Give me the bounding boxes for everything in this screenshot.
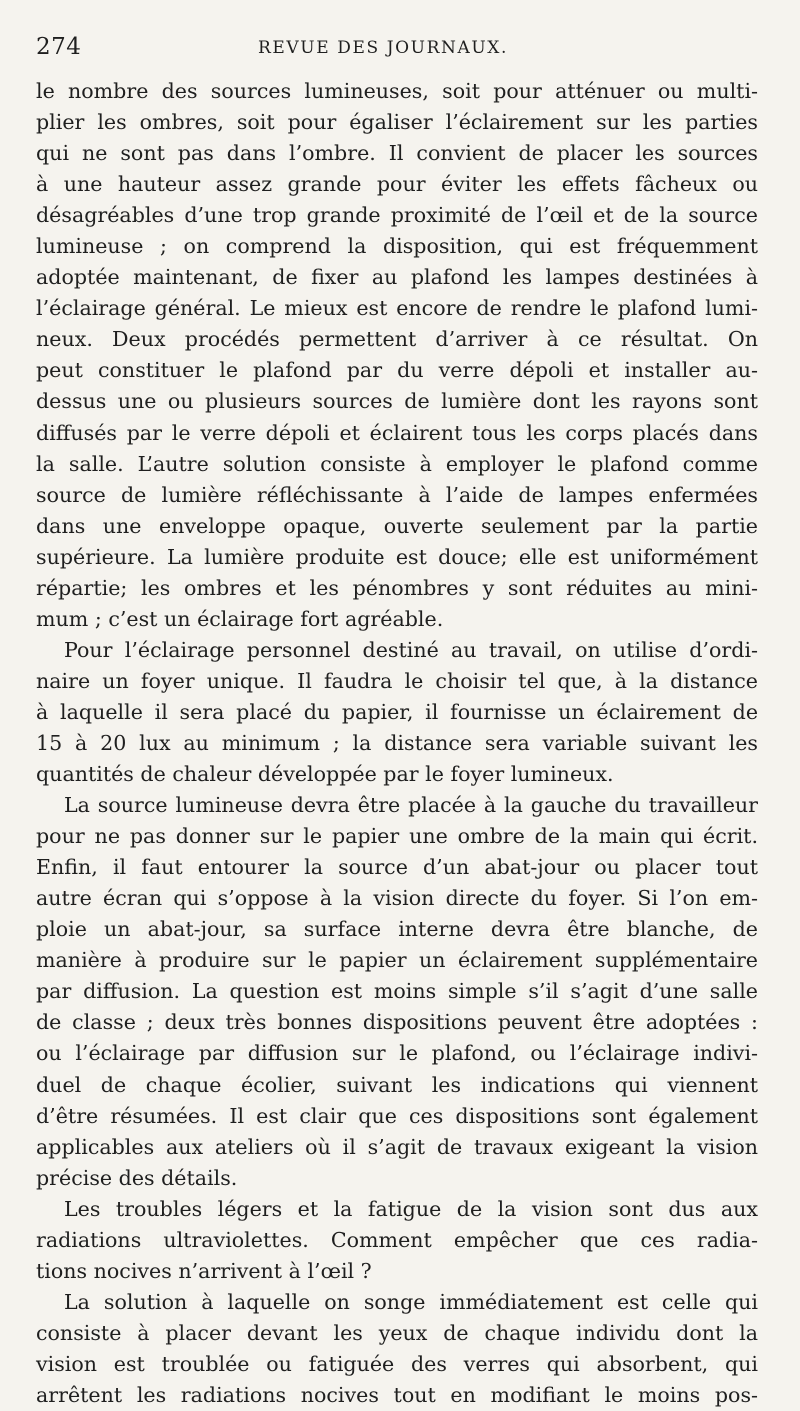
text-line: de classe ; deux très bonnes dispositions peuvent être adoptées : bbox=[36, 1010, 758, 1035]
text-line: ou l’éclairage par diffusion sur le plafond, ou l’éclairage indivi- bbox=[36, 1041, 758, 1066]
text-line: neux. Deux procédés permettent d’arriver à ce résultat. On bbox=[36, 327, 758, 352]
text-line: à une hauteur assez grande pour éviter les effets fâcheux ou bbox=[36, 172, 758, 197]
text-line: naire un foyer unique. Il faudra le choisir tel que, à la distance bbox=[36, 668, 758, 693]
text-line: source de lumière réfléchissante à l’aide de lampes enfermées bbox=[36, 482, 758, 507]
text-line: manière à produire sur le papier un éclairement supplémentaire bbox=[36, 948, 758, 973]
text-line: La solution à laquelle on songe immédiatement est celle qui bbox=[64, 1289, 758, 1314]
text-line: désagréables d’une trop grande proximité de l’œil et de la source bbox=[36, 203, 758, 228]
text-line: Les troubles légers et la fatigue de la vision sont dus aux bbox=[64, 1196, 758, 1221]
running-head bbox=[36, 34, 756, 64]
text-line: peut constituer le plafond par du verre dépoli et installer au- bbox=[36, 358, 758, 383]
page-number: 274 bbox=[36, 34, 82, 60]
body-text bbox=[36, 76, 758, 1411]
text-line: la salle. L’autre solution consiste à employer le plafond comme bbox=[36, 451, 758, 476]
text-line: d’être résumées. Il est clair que ces dispositions sont également bbox=[36, 1103, 758, 1128]
text-line: 15 à 20 lux au minimum ; la distance sera variable suivant les bbox=[36, 730, 758, 755]
text-line: précise des détails. bbox=[36, 1165, 238, 1190]
text-line: diffusés par le verre dépoli et éclairent tous les corps placés dans bbox=[36, 420, 758, 445]
text-line: La source lumineuse devra être placée à la gauche du travailleur bbox=[64, 793, 758, 818]
journal-title: REVUE DES JOURNAUX. bbox=[258, 38, 508, 58]
text-line: à laquelle il sera placé du papier, il fournisse un éclairement de bbox=[36, 699, 758, 724]
text-line: plier les ombres, soit pour égaliser l’éclairement sur les parties bbox=[36, 110, 758, 135]
text-line: adoptée maintenant, de fixer au plafond les lampes destinées à bbox=[36, 265, 758, 290]
text-line: l’éclairage général. Le mieux est encore de rendre le plafond lumi- bbox=[36, 296, 758, 321]
text-line: Pour l’éclairage personnel destiné au travail, on utilise d’ordi- bbox=[64, 637, 758, 662]
text-line: ploie un abat-jour, sa surface interne devra être blanche, de bbox=[36, 917, 758, 942]
text-line: qui ne sont pas dans l’ombre. Il convient de placer les sources bbox=[36, 141, 758, 166]
text-line: autre écran qui s’oppose à la vision directe du foyer. Si l’on em- bbox=[36, 886, 758, 911]
text-line: Enfin, il faut entourer la source d’un abat-jour ou placer tout bbox=[36, 855, 758, 880]
text-line: arrêtent les radiations nocives tout en modifiant le moins pos- bbox=[36, 1382, 758, 1407]
text-line: duel de chaque écolier, suivant les indications qui viennent bbox=[36, 1072, 758, 1097]
text-line: quantités de chaleur développée par le foyer lumineux. bbox=[36, 762, 614, 787]
text-line: lumineuse ; on comprend la disposition, qui est fréquemment bbox=[36, 234, 758, 259]
text-line: tions nocives n’arrivent à l’œil ? bbox=[36, 1258, 372, 1283]
text-line: mum ; c’est un éclairage fort agréable. bbox=[36, 606, 444, 631]
text-line: pour ne pas donner sur le papier une ombre de la main qui écrit. bbox=[36, 824, 758, 849]
text-line: radiations ultraviolettes. Comment empêcher que ces radia- bbox=[36, 1227, 758, 1252]
text-line: dans une enveloppe opaque, ouverte seulement par la partie bbox=[36, 513, 758, 538]
text-line: applicables aux ateliers où il s’agit de travaux exigeant la vision bbox=[36, 1134, 758, 1159]
text-line: dessus une ou plusieurs sources de lumière dont les rayons sont bbox=[36, 389, 758, 414]
text-line: vision est troublée ou fatiguée des verres qui absorbent, qui bbox=[36, 1351, 758, 1376]
text-line: supérieure. La lumière produite est douce; elle est uniformément bbox=[36, 544, 758, 569]
text-line: par diffusion. La question est moins simple s’il s’agit d’une salle bbox=[36, 979, 758, 1004]
text-line: répartie; les ombres et les pénombres y sont réduites au mini- bbox=[36, 575, 758, 600]
text-line: consiste à placer devant les yeux de chaque individu dont la bbox=[36, 1320, 758, 1345]
text-line: le nombre des sources lumineuses, soit pour atténuer ou multi- bbox=[36, 79, 758, 103]
